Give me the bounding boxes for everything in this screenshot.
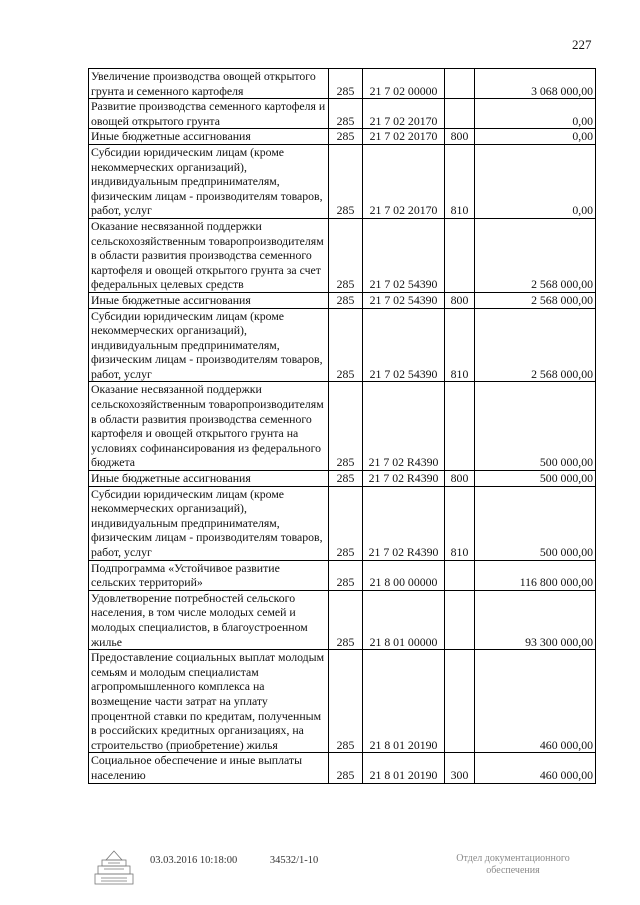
footer: [150, 855, 318, 866]
row-sum-cell: 0,00: [475, 99, 596, 129]
row-gr-cell: 285: [329, 560, 363, 590]
row-sum-cell: 93 300 000,00: [475, 590, 596, 649]
table-row: [89, 292, 596, 308]
stamp: Отдел документационного обеспечения: [456, 853, 570, 876]
row-csr-cell: 21 8 01 20190: [363, 753, 445, 783]
row-gr-cell: 285: [329, 382, 363, 471]
row-gr-cell: 285: [329, 69, 363, 99]
row-sum-cell: 3 068 000,00: [475, 69, 596, 99]
row-csr-cell: 21 8 01 20190: [363, 650, 445, 753]
row-name-cell: Подпрограмма «Устойчивое развитие сельских территорий»: [89, 560, 329, 590]
table-row: [89, 144, 596, 218]
row-sum-cell: 0,00: [475, 129, 596, 145]
row-gr-cell: 285: [329, 99, 363, 129]
row-csr-cell: 21 7 02 54390: [363, 308, 445, 382]
table-row: [89, 308, 596, 382]
row-name-cell: Увеличение производства овощей открытого грунта и семенного картофеля: [89, 69, 329, 99]
row-name-cell: Оказание несвязанной поддержки сельскохозяйственным товаропроизводителям в области развития производства семенного картофеля и овощей открытого грунта на условиях софинансирования из федерального бюджета: [89, 382, 329, 471]
table-row: [89, 650, 596, 753]
row-csr-cell: 21 7 02 00000: [363, 69, 445, 99]
row-csr-cell: 21 7 02 R4390: [363, 382, 445, 471]
row-csr-cell: 21 7 02 20170: [363, 129, 445, 145]
row-vr-cell: 810: [445, 486, 475, 560]
row-sum-cell: 2 568 000,00: [475, 308, 596, 382]
row-csr-cell: 21 7 02 20170: [363, 99, 445, 129]
row-name-cell: Субсидии юридическим лицам (кроме некоммерческих организаций), индивидуальным предпринимателям, физическим лицам - производителям товаров, работ, услуг: [89, 144, 329, 218]
row-sum-cell: 460 000,00: [475, 753, 596, 783]
row-name-cell: Иные бюджетные ассигнования: [89, 129, 329, 145]
row-sum-cell: 0,00: [475, 144, 596, 218]
table-body: [89, 69, 596, 784]
row-csr-cell: 21 7 02 20170: [363, 144, 445, 218]
row-gr-cell: 285: [329, 753, 363, 783]
row-name-cell: Субсидии юридическим лицам (кроме некоммерческих организаций), индивидуальным предпринимателям, физическим лицам - производителям товаров, работ, услуг: [89, 486, 329, 560]
row-vr-cell: [445, 650, 475, 753]
row-csr-cell: 21 7 02 R4390: [363, 471, 445, 487]
table-row: [89, 218, 596, 292]
row-name-cell: Иные бюджетные ассигнования: [89, 471, 329, 487]
row-gr-cell: 285: [329, 590, 363, 649]
row-vr-cell: 800: [445, 471, 475, 487]
row-vr-cell: 800: [445, 129, 475, 145]
row-sum-cell: 2 568 000,00: [475, 292, 596, 308]
row-vr-cell: 810: [445, 308, 475, 382]
table-row: [89, 99, 596, 129]
row-sum-cell: 500 000,00: [475, 382, 596, 471]
row-vr-cell: [445, 69, 475, 99]
row-gr-cell: 285: [329, 218, 363, 292]
row-csr-cell: 21 7 02 54390: [363, 292, 445, 308]
table-row: [89, 382, 596, 471]
row-sum-cell: 500 000,00: [475, 486, 596, 560]
row-vr-cell: [445, 99, 475, 129]
page-number: 227: [572, 37, 592, 52]
row-name-cell: Иные бюджетные ассигнования: [89, 292, 329, 308]
footer-datetime: 03.03.2016 10:18:00: [150, 855, 238, 866]
row-gr-cell: 285: [329, 650, 363, 753]
table-row: [89, 753, 596, 783]
row-vr-cell: 800: [445, 292, 475, 308]
row-gr-cell: 285: [329, 129, 363, 145]
table-row: [89, 590, 596, 649]
row-vr-cell: [445, 218, 475, 292]
row-gr-cell: 285: [329, 292, 363, 308]
budget-table: [88, 68, 596, 784]
row-csr-cell: 21 7 02 54390: [363, 218, 445, 292]
row-gr-cell: 285: [329, 308, 363, 382]
row-name-cell: Развитие производства семенного картофеля и овощей открытого грунта: [89, 99, 329, 129]
row-sum-cell: 116 800 000,00: [475, 560, 596, 590]
row-vr-cell: [445, 560, 475, 590]
row-gr-cell: 285: [329, 486, 363, 560]
row-name-cell: Предоставление социальных выплат молодым семьям и молодым специалистам агропромышленного комплекса на возмещение части затрат на уплату процентной ставки по кредитам, полученным в российских кредитных организациях, на строительство (приобретение) жилья: [89, 650, 329, 753]
table-row: [89, 471, 596, 487]
table-row: [89, 486, 596, 560]
row-vr-cell: [445, 590, 475, 649]
emblem-icon: [92, 848, 136, 888]
row-vr-cell: [445, 382, 475, 471]
row-csr-cell: 21 7 02 R4390: [363, 486, 445, 560]
row-gr-cell: 285: [329, 144, 363, 218]
row-gr-cell: 285: [329, 471, 363, 487]
row-name-cell: Социальное обеспечение и иные выплаты населению: [89, 753, 329, 783]
table-row: [89, 560, 596, 590]
row-csr-cell: 21 8 01 00000: [363, 590, 445, 649]
table-row: [89, 69, 596, 99]
row-vr-cell: 300: [445, 753, 475, 783]
table-row: [89, 129, 596, 145]
row-csr-cell: 21 8 00 00000: [363, 560, 445, 590]
row-name-cell: Субсидии юридическим лицам (кроме некоммерческих организаций), индивидуальным предпринимателям, физическим лицам - производителям товаров, работ, услуг: [89, 308, 329, 382]
row-sum-cell: 2 568 000,00: [475, 218, 596, 292]
footer-doc-number: 34532/1-10: [269, 855, 319, 866]
row-sum-cell: 500 000,00: [475, 471, 596, 487]
row-sum-cell: 460 000,00: [475, 650, 596, 753]
row-name-cell: Удовлетворение потребностей сельского населения, в том числе молодых семей и молодых специалистов, в благоустроенном жилье: [89, 590, 329, 649]
row-vr-cell: 810: [445, 144, 475, 218]
row-name-cell: Оказание несвязанной поддержки сельскохозяйственным товаропроизводителям в области развития производства семенного картофеля и овощей открытого грунта за счет федеральных целевых средств: [89, 218, 329, 292]
